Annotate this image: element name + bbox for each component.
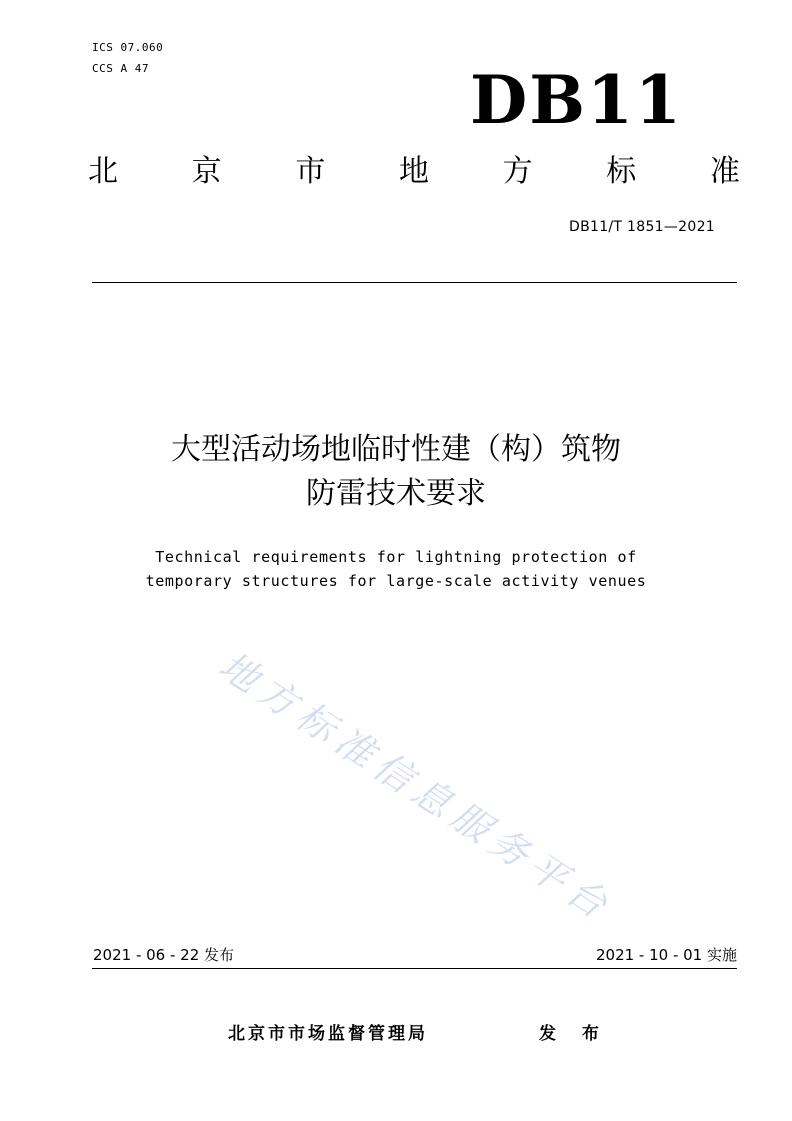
standard-type-heading [88,150,740,194]
standard-type-char: 京 [191,154,222,189]
watermark: 地方标准信息服务平台 [211,643,621,931]
ccs-code: CCS A 47 [92,62,149,75]
bottom-divider [92,968,737,969]
standard-number: DB11/T 1851—2021 [569,219,715,235]
standard-type-char: 方 [502,154,533,189]
effective-date: 2021 - 10 - 01 实施 [595,946,737,964]
chinese-title [96,428,696,516]
top-divider [92,282,737,283]
db11-logo: DB11 [470,61,683,139]
chinese-title-line-2: 防雷技术要求 [306,476,486,511]
standard-type-char: 准 [709,154,740,189]
english-title-line-1: Technical requirements for lightning protection of [155,548,637,566]
standard-type-char: 市 [295,154,326,189]
chinese-title-line-1: 大型活动场地临时性建（构）筑物 [171,432,621,467]
ics-code: ICS 07.060 [92,41,164,54]
issuing-action: 发 布 [539,1024,609,1044]
english-title-line-2: temporary structures for large-scale activity venues [145,572,647,590]
standard-type-char: 地 [398,154,429,189]
issue-date: 2021 - 06 - 22 发布 [93,946,235,964]
standard-type-char: 北 [88,154,118,189]
issuing-authority: 北京市市场监督管理局 [228,1024,428,1044]
standard-type-char: 标 [606,154,637,189]
english-title [96,545,696,593]
